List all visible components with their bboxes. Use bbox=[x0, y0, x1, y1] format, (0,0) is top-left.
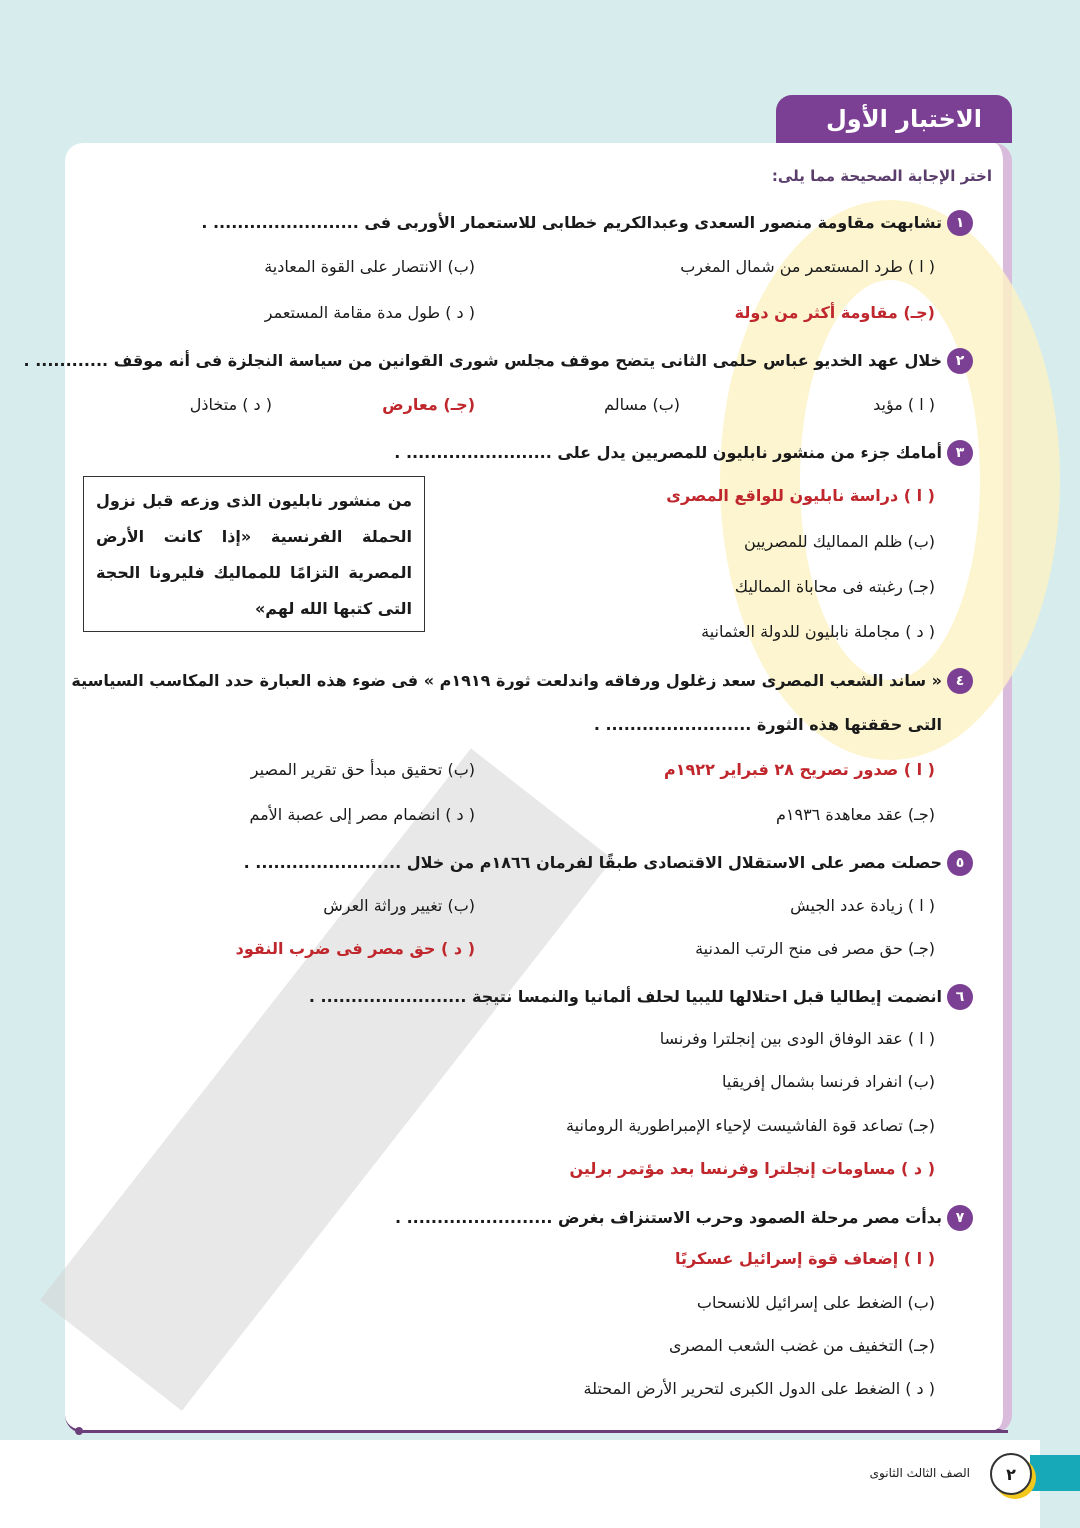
option[interactable]: ( د ) متخاذل bbox=[189, 395, 272, 414]
footer-accent-bar bbox=[1030, 1455, 1080, 1491]
divider bbox=[78, 1430, 1008, 1433]
question-text: خلال عهد الخديو عباس حلمى الثانى يتضح موقف مجلس شورى القوانين من سياسة النجلزة فى أنه موقف ............ . bbox=[23, 351, 942, 370]
option[interactable]: ( ا ) مؤيد bbox=[873, 395, 935, 414]
question-text: أمامك جزء من منشور نابليون للمصريين يدل على ........................ . bbox=[394, 443, 942, 462]
option-correct[interactable]: ( ا ) صدور تصريح ٢٨ فبراير ١٩٢٢م bbox=[664, 760, 935, 779]
question-number: ٧ bbox=[947, 1205, 973, 1231]
question-number: ٤ bbox=[947, 668, 973, 694]
option[interactable]: ( د ) مجاملة نابليون للدولة العثمانية bbox=[701, 622, 935, 641]
question-number: ٦ bbox=[947, 984, 973, 1010]
option-correct[interactable]: ( ا ) إضعاف قوة إسرائيل عسكريًا bbox=[674, 1249, 935, 1268]
option-correct[interactable]: (جـ) مقاومة أكثر من دولة bbox=[734, 303, 935, 322]
question-number: ١ bbox=[947, 210, 973, 236]
option[interactable]: (جـ) التخفيف من غضب الشعب المصرى bbox=[669, 1336, 935, 1355]
option[interactable]: (جـ) رغبته فى محاباة المماليك bbox=[734, 577, 935, 596]
question-number: ٢ bbox=[947, 348, 973, 374]
page-number: ٢ bbox=[990, 1453, 1032, 1495]
option[interactable]: (ب) انفراد فرنسا بشمال إفريقيا bbox=[721, 1072, 935, 1091]
option-correct[interactable]: (جـ) معارض bbox=[382, 395, 475, 414]
option[interactable]: ( ا ) عقد الوفاق الودى بين إنجلترا وفرنسا bbox=[659, 1029, 935, 1048]
question-number: ٥ bbox=[947, 850, 973, 876]
option[interactable]: (جـ) تصاعد قوة الفاشيست لإحياء الإمبراطورية الرومانية bbox=[566, 1116, 935, 1135]
option[interactable]: (ب) تغيير وراثة العرش bbox=[323, 896, 475, 915]
page-title: الاختبار الأول bbox=[776, 95, 1012, 143]
question-text: تشابهت مقاومة منصور السعدى وعبدالكريم خطابى للاستعمار الأوربى فى ........................ . bbox=[201, 213, 942, 232]
option[interactable]: (ب) مسالم bbox=[604, 395, 680, 414]
option[interactable]: (جـ) حق مصر فى منح الرتب المدنية bbox=[695, 939, 935, 958]
option-correct[interactable]: ( د ) مساومات إنجلترا وفرنسا بعد مؤتمر برلين bbox=[569, 1159, 935, 1178]
instruction: اختر الإجابة الصحيحة مما يلى: bbox=[771, 167, 992, 185]
divider-dot bbox=[75, 1427, 83, 1435]
option[interactable]: (ب) الانتصار على القوة المعادية bbox=[264, 257, 475, 276]
option[interactable]: ( د ) طول مدة مقامة المستعمر bbox=[264, 303, 475, 322]
option[interactable]: ( ا ) زيادة عدد الجيش bbox=[790, 896, 935, 915]
question-text-continued: التى حققتها هذه الثورة ........................ . bbox=[593, 715, 942, 734]
option-correct[interactable]: ( د ) حق مصر فى ضرب النقود bbox=[235, 939, 475, 958]
option[interactable]: (ب) الضغط على إسرائيل للانسحاب bbox=[696, 1293, 935, 1312]
question-text: حصلت مصر على الاستقلال الاقتصادى طبقًا لفرمان ١٨٦٦م من خلال ........................ . bbox=[243, 853, 942, 872]
question-text: بدأت مصر مرحلة الصمود وحرب الاستنزاف بغرض ........................ . bbox=[394, 1208, 942, 1227]
option[interactable]: ( د ) انضمام مصر إلى عصبة الأمم bbox=[249, 805, 475, 824]
option[interactable]: (ب) ظلم المماليك للمصريين bbox=[744, 532, 935, 551]
question-text: انضمت إيطاليا قبل احتلالها لليبيا لحلف ألمانيا والنمسا نتيجة ........................ . bbox=[308, 987, 942, 1006]
option[interactable]: (جـ) عقد معاهدة ١٩٣٦م bbox=[775, 805, 935, 824]
grade-label: الصف الثالث الثانوى bbox=[869, 1466, 970, 1480]
excerpt-box: من منشور نابليون الذى وزعه قبل نزول الحملة الفرنسية «إذا كانت الأرض المصرية التزامًا للمماليك فليرونا الحجة التى كتبها الله لهم» bbox=[83, 476, 425, 632]
option-correct[interactable]: ( ا ) دراسة نابليون للواقع المصرى bbox=[666, 486, 935, 505]
option[interactable]: (ب) تحقيق مبدأ حق تقرير المصير bbox=[250, 760, 475, 779]
option[interactable]: ( ا ) طرد المستعمر من شمال المغرب bbox=[680, 257, 935, 276]
question-number: ٣ bbox=[947, 440, 973, 466]
question-text: « ساند الشعب المصرى سعد زغلول ورفاقه واندلعت ثورة ١٩١٩م » فى ضوء هذه العبارة حدد المكاسب السياسية bbox=[71, 671, 942, 690]
option[interactable]: ( د ) الضغط على الدول الكبرى لتحرير الأرض المحتلة bbox=[583, 1379, 935, 1398]
